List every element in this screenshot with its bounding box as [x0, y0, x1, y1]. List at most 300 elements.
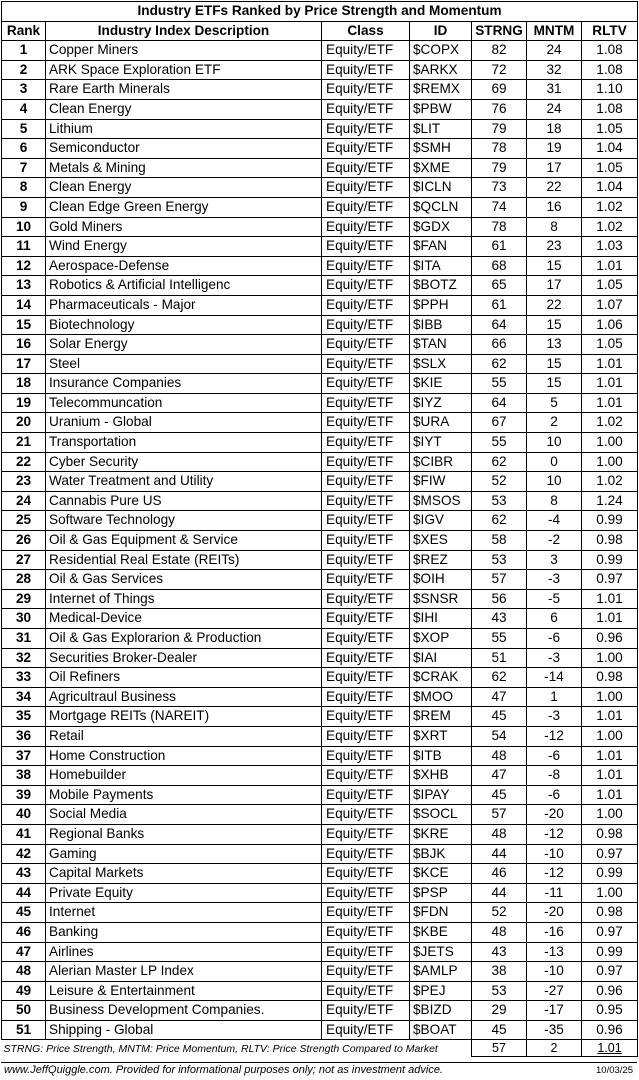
- cell-mntm: -11: [527, 883, 582, 903]
- cell-class: Equity/ETF: [322, 433, 410, 453]
- cell-rltv: 1.07: [582, 295, 638, 315]
- cell-rltv: 1.00: [582, 687, 638, 707]
- cell-rltv: 0.99: [582, 550, 638, 570]
- cell-description: Home Construction: [46, 746, 322, 766]
- cell-class: Equity/ETF: [322, 942, 410, 962]
- cell-rltv: 1.10: [582, 80, 638, 100]
- cell-id: $FIW: [410, 472, 472, 492]
- cell-rank: 11: [2, 237, 46, 257]
- cell-strng: 47: [472, 687, 527, 707]
- cell-mntm: -12: [527, 824, 582, 844]
- cell-class: Equity/ETF: [322, 550, 410, 570]
- cell-rank: 45: [2, 903, 46, 923]
- cell-rltv: 0.98: [582, 668, 638, 688]
- cell-class: Equity/ETF: [322, 237, 410, 257]
- cell-description: Software Technology: [46, 511, 322, 531]
- table-row: [2, 413, 638, 433]
- average-strng: 57: [472, 1040, 527, 1057]
- cell-mntm: 17: [527, 158, 582, 178]
- table-row: [2, 550, 638, 570]
- cell-id: $AMLP: [410, 962, 472, 982]
- cell-rltv: 1.04: [582, 139, 638, 159]
- cell-id: $XOP: [410, 629, 472, 649]
- cell-rank: 19: [2, 393, 46, 413]
- cell-rltv: 1.00: [582, 452, 638, 472]
- cell-mntm: -10: [527, 962, 582, 982]
- cell-mntm: 18: [527, 119, 582, 139]
- cell-class: Equity/ETF: [322, 903, 410, 923]
- cell-mntm: 22: [527, 295, 582, 315]
- cell-strng: 52: [472, 472, 527, 492]
- cell-strng: 62: [472, 668, 527, 688]
- cell-id: $ICLN: [410, 178, 472, 198]
- cell-strng: 45: [472, 785, 527, 805]
- cell-description: Cannabis Pure US: [46, 491, 322, 511]
- cell-rltv: 1.08: [582, 41, 638, 61]
- cell-strng: 62: [472, 511, 527, 531]
- cell-class: Equity/ETF: [322, 99, 410, 119]
- cell-rltv: 0.99: [582, 942, 638, 962]
- cell-rltv: 0.97: [582, 962, 638, 982]
- cell-description: Homebuilder: [46, 766, 322, 786]
- cell-mntm: -12: [527, 864, 582, 884]
- cell-strng: 64: [472, 393, 527, 413]
- table-row: [2, 864, 638, 884]
- average-rltv: 1.01: [582, 1040, 638, 1057]
- cell-rltv: 0.96: [582, 981, 638, 1001]
- cell-strng: 47: [472, 766, 527, 786]
- table-row: [2, 374, 638, 394]
- cell-rank: 8: [2, 178, 46, 198]
- table-row: [2, 178, 638, 198]
- cell-rank: 43: [2, 864, 46, 884]
- cell-id: $SNSR: [410, 589, 472, 609]
- cell-description: Robotics & Artificial Intelligenc: [46, 276, 322, 296]
- cell-rltv: 0.96: [582, 629, 638, 649]
- cell-id: $FDN: [410, 903, 472, 923]
- cell-id: $IYT: [410, 433, 472, 453]
- cell-rank: 4: [2, 99, 46, 119]
- cell-rank: 33: [2, 668, 46, 688]
- cell-strng: 55: [472, 374, 527, 394]
- cell-mntm: -20: [527, 903, 582, 923]
- cell-rank: 5: [2, 119, 46, 139]
- table-row: [2, 805, 638, 825]
- cell-rltv: 1.00: [582, 805, 638, 825]
- cell-strng: 29: [472, 1001, 527, 1021]
- cell-id: $KCE: [410, 864, 472, 884]
- cell-description: Gaming: [46, 844, 322, 864]
- cell-rltv: 1.01: [582, 609, 638, 629]
- cell-rank: 36: [2, 726, 46, 746]
- table-row: [2, 99, 638, 119]
- cell-class: Equity/ETF: [322, 844, 410, 864]
- cell-description: Agricultraul Business: [46, 687, 322, 707]
- cell-rltv: 0.97: [582, 570, 638, 590]
- cell-class: Equity/ETF: [322, 883, 410, 903]
- cell-mntm: -3: [527, 648, 582, 668]
- cell-description: Semiconductor: [46, 139, 322, 159]
- cell-class: Equity/ETF: [322, 217, 410, 237]
- cell-description: Clean Edge Green Energy: [46, 197, 322, 217]
- cell-strng: 78: [472, 139, 527, 159]
- cell-description: Water Treatment and Utility: [46, 472, 322, 492]
- table-row: [2, 1001, 638, 1021]
- cell-class: Equity/ETF: [322, 805, 410, 825]
- cell-rltv: 1.05: [582, 276, 638, 296]
- cell-mntm: -2: [527, 531, 582, 551]
- cell-class: Equity/ETF: [322, 687, 410, 707]
- table-row: [2, 609, 638, 629]
- cell-id: $PSP: [410, 883, 472, 903]
- cell-id: $XHB: [410, 766, 472, 786]
- cell-strng: 54: [472, 726, 527, 746]
- cell-rank: 30: [2, 609, 46, 629]
- cell-strng: 53: [472, 491, 527, 511]
- cell-description: Steel: [46, 354, 322, 374]
- cell-mntm: -6: [527, 629, 582, 649]
- cell-mntm: -6: [527, 746, 582, 766]
- cell-id: $QCLN: [410, 197, 472, 217]
- table-row: [2, 60, 638, 80]
- cell-strng: 62: [472, 354, 527, 374]
- cell-strng: 48: [472, 824, 527, 844]
- cell-strng: 65: [472, 276, 527, 296]
- cell-mntm: -5: [527, 589, 582, 609]
- table-row: [2, 883, 638, 903]
- cell-class: Equity/ETF: [322, 295, 410, 315]
- cell-class: Equity/ETF: [322, 393, 410, 413]
- cell-rank: 48: [2, 962, 46, 982]
- cell-mntm: 10: [527, 472, 582, 492]
- cell-id: $IGV: [410, 511, 472, 531]
- cell-description: Clean Energy: [46, 99, 322, 119]
- table-row: [2, 158, 638, 178]
- cell-strng: 45: [472, 1020, 527, 1040]
- cell-mntm: -8: [527, 766, 582, 786]
- average-mntm: 2: [527, 1040, 582, 1057]
- table-row: [2, 80, 638, 100]
- cell-strng: 66: [472, 335, 527, 355]
- cell-description: Securities Broker-Dealer: [46, 648, 322, 668]
- cell-rltv: 1.05: [582, 119, 638, 139]
- cell-rank: 49: [2, 981, 46, 1001]
- header-class: Class: [322, 21, 410, 41]
- cell-id: $ARKX: [410, 60, 472, 80]
- cell-description: Biotechnology: [46, 315, 322, 335]
- etf-ranking-sheet: [1, 1, 637, 1057]
- cell-rank: 42: [2, 844, 46, 864]
- cell-rltv: 0.96: [582, 1020, 638, 1040]
- cell-strng: 72: [472, 60, 527, 80]
- etf-ranking-table: [1, 1, 638, 1057]
- cell-description: Internet: [46, 903, 322, 923]
- legend-row: [2, 1040, 638, 1057]
- header-id: ID: [410, 21, 472, 41]
- cell-description: Oil & Gas Explorarion & Production: [46, 629, 322, 649]
- cell-id: $XRT: [410, 726, 472, 746]
- cell-id: $KBE: [410, 922, 472, 942]
- cell-rank: 12: [2, 256, 46, 276]
- cell-class: Equity/ETF: [322, 374, 410, 394]
- cell-description: Medical-Device: [46, 609, 322, 629]
- cell-description: Lithium: [46, 119, 322, 139]
- cell-rltv: 1.01: [582, 256, 638, 276]
- cell-rank: 38: [2, 766, 46, 786]
- cell-id: $TAN: [410, 335, 472, 355]
- cell-rltv: 1.01: [582, 589, 638, 609]
- cell-strng: 55: [472, 433, 527, 453]
- cell-id: $IAI: [410, 648, 472, 668]
- cell-rank: 21: [2, 433, 46, 453]
- cell-mntm: 0: [527, 452, 582, 472]
- cell-rltv: 0.98: [582, 531, 638, 551]
- cell-strng: 52: [472, 903, 527, 923]
- cell-description: Oil & Gas Services: [46, 570, 322, 590]
- cell-mntm: -17: [527, 1001, 582, 1021]
- table-row: [2, 119, 638, 139]
- cell-rltv: 1.02: [582, 197, 638, 217]
- header-description: Industry Index Description: [46, 21, 322, 41]
- cell-class: Equity/ETF: [322, 197, 410, 217]
- cell-description: Oil & Gas Equipment & Service: [46, 531, 322, 551]
- cell-class: Equity/ETF: [322, 80, 410, 100]
- cell-mntm: -14: [527, 668, 582, 688]
- cell-description: Clean Energy: [46, 178, 322, 198]
- cell-description: Banking: [46, 922, 322, 942]
- cell-rltv: 0.99: [582, 511, 638, 531]
- cell-mntm: 22: [527, 178, 582, 198]
- cell-rank: 35: [2, 707, 46, 727]
- cell-class: Equity/ETF: [322, 491, 410, 511]
- cell-class: Equity/ETF: [322, 766, 410, 786]
- cell-class: Equity/ETF: [322, 1001, 410, 1021]
- table-row: [2, 844, 638, 864]
- cell-rank: 25: [2, 511, 46, 531]
- cell-rank: 47: [2, 942, 46, 962]
- cell-rank: 24: [2, 491, 46, 511]
- cell-mntm: 8: [527, 217, 582, 237]
- cell-strng: 57: [472, 570, 527, 590]
- cell-description: Regional Banks: [46, 824, 322, 844]
- cell-rank: 32: [2, 648, 46, 668]
- cell-rltv: 1.24: [582, 491, 638, 511]
- cell-id: $URA: [410, 413, 472, 433]
- cell-class: Equity/ETF: [322, 276, 410, 296]
- cell-rank: 51: [2, 1020, 46, 1040]
- table-row: [2, 726, 638, 746]
- cell-mntm: 10: [527, 433, 582, 453]
- cell-mntm: 6: [527, 609, 582, 629]
- table-row: [2, 393, 638, 413]
- cell-rank: 41: [2, 824, 46, 844]
- cell-mntm: 8: [527, 491, 582, 511]
- cell-rank: 23: [2, 472, 46, 492]
- cell-strng: 78: [472, 217, 527, 237]
- cell-rltv: 0.99: [582, 864, 638, 884]
- cell-mntm: 24: [527, 41, 582, 61]
- cell-rltv: 0.98: [582, 903, 638, 923]
- cell-rltv: 1.01: [582, 393, 638, 413]
- header-mntm: MNTM: [527, 21, 582, 41]
- cell-strng: 45: [472, 707, 527, 727]
- cell-class: Equity/ETF: [322, 726, 410, 746]
- cell-mntm: -16: [527, 922, 582, 942]
- cell-class: Equity/ETF: [322, 922, 410, 942]
- cell-mntm: 24: [527, 99, 582, 119]
- cell-description: Cyber Security: [46, 452, 322, 472]
- cell-id: $REMX: [410, 80, 472, 100]
- cell-rank: 26: [2, 531, 46, 551]
- header-rltv: RLTV: [582, 21, 638, 41]
- table-row: [2, 570, 638, 590]
- cell-strng: 43: [472, 942, 527, 962]
- cell-mntm: 32: [527, 60, 582, 80]
- cell-id: $PEJ: [410, 981, 472, 1001]
- cell-rltv: 1.06: [582, 315, 638, 335]
- cell-class: Equity/ETF: [322, 589, 410, 609]
- cell-strng: 44: [472, 883, 527, 903]
- footer: [1, 1062, 637, 1079]
- cell-class: Equity/ETF: [322, 981, 410, 1001]
- cell-rank: 34: [2, 687, 46, 707]
- table-row: [2, 629, 638, 649]
- table-row: [2, 452, 638, 472]
- cell-strng: 79: [472, 158, 527, 178]
- cell-class: Equity/ETF: [322, 256, 410, 276]
- cell-class: Equity/ETF: [322, 648, 410, 668]
- cell-class: Equity/ETF: [322, 785, 410, 805]
- cell-rltv: 1.02: [582, 413, 638, 433]
- cell-rank: 13: [2, 276, 46, 296]
- cell-rank: 16: [2, 335, 46, 355]
- cell-id: $KIE: [410, 374, 472, 394]
- cell-id: $BIZD: [410, 1001, 472, 1021]
- cell-class: Equity/ETF: [322, 178, 410, 198]
- cell-id: $MSOS: [410, 491, 472, 511]
- footer-site-disclaimer: www.JeffQuiggle.com. Provided for informational purposes only; not as investment advice.: [4, 1064, 443, 1076]
- cell-description: Pharmaceuticals - Major: [46, 295, 322, 315]
- cell-strng: 79: [472, 119, 527, 139]
- cell-rltv: 1.00: [582, 433, 638, 453]
- cell-strng: 73: [472, 178, 527, 198]
- cell-id: $BJK: [410, 844, 472, 864]
- legend-text: STRNG: Price Strength, MNTM: Price Momentum, RLTV: Price Strength Compared to Market: [3, 1042, 438, 1055]
- cell-rank: 3: [2, 80, 46, 100]
- cell-id: $REM: [410, 707, 472, 727]
- cell-description: ARK Space Exploration ETF: [46, 60, 322, 80]
- cell-mntm: -27: [527, 981, 582, 1001]
- cell-strng: 48: [472, 922, 527, 942]
- table-row: [2, 1020, 638, 1040]
- table-row: [2, 139, 638, 159]
- cell-rltv: 0.98: [582, 824, 638, 844]
- cell-id: $FAN: [410, 237, 472, 257]
- cell-rltv: 1.01: [582, 707, 638, 727]
- cell-class: Equity/ETF: [322, 60, 410, 80]
- cell-id: $PPH: [410, 295, 472, 315]
- cell-rank: 39: [2, 785, 46, 805]
- cell-rank: 29: [2, 589, 46, 609]
- cell-rltv: 1.08: [582, 60, 638, 80]
- cell-mntm: 15: [527, 256, 582, 276]
- table-row: [2, 237, 638, 257]
- cell-description: Aerospace-Defense: [46, 256, 322, 276]
- cell-rank: 22: [2, 452, 46, 472]
- cell-mntm: 31: [527, 80, 582, 100]
- cell-mntm: 3: [527, 550, 582, 570]
- cell-strng: 58: [472, 531, 527, 551]
- column-header-row: [2, 21, 638, 41]
- cell-class: Equity/ETF: [322, 864, 410, 884]
- cell-rank: 2: [2, 60, 46, 80]
- cell-mntm: 2: [527, 413, 582, 433]
- cell-strng: 82: [472, 41, 527, 61]
- table-row: [2, 824, 638, 844]
- cell-rank: 18: [2, 374, 46, 394]
- cell-class: Equity/ETF: [322, 139, 410, 159]
- cell-id: $MOO: [410, 687, 472, 707]
- cell-id: $BOAT: [410, 1020, 472, 1040]
- header-rank: Rank: [2, 21, 46, 41]
- cell-mntm: -3: [527, 570, 582, 590]
- cell-mntm: 13: [527, 335, 582, 355]
- cell-id: $CIBR: [410, 452, 472, 472]
- table-row: [2, 687, 638, 707]
- table-row: [2, 785, 638, 805]
- cell-mntm: 15: [527, 315, 582, 335]
- cell-id: $BOTZ: [410, 276, 472, 296]
- cell-description: Mobile Payments: [46, 785, 322, 805]
- cell-rltv: 1.00: [582, 648, 638, 668]
- cell-class: Equity/ETF: [322, 315, 410, 335]
- cell-rank: 1: [2, 41, 46, 61]
- cell-mntm: -20: [527, 805, 582, 825]
- table-row: [2, 962, 638, 982]
- table-row: [2, 276, 638, 296]
- cell-description: Insurance Companies: [46, 374, 322, 394]
- table-row: [2, 922, 638, 942]
- table-row: [2, 531, 638, 551]
- cell-class: Equity/ETF: [322, 1020, 410, 1040]
- cell-class: Equity/ETF: [322, 746, 410, 766]
- table-row: [2, 295, 638, 315]
- cell-strng: 74: [472, 197, 527, 217]
- cell-id: $COPX: [410, 41, 472, 61]
- cell-strng: 67: [472, 413, 527, 433]
- cell-class: Equity/ETF: [322, 629, 410, 649]
- cell-strng: 61: [472, 295, 527, 315]
- cell-class: Equity/ETF: [322, 531, 410, 551]
- footer-date: 10/03/25: [596, 1065, 633, 1076]
- cell-strng: 44: [472, 844, 527, 864]
- cell-rltv: 1.01: [582, 354, 638, 374]
- table-row: [2, 942, 638, 962]
- table-body: [2, 41, 638, 1040]
- cell-mntm: 16: [527, 197, 582, 217]
- cell-strng: 53: [472, 550, 527, 570]
- cell-id: $PBW: [410, 99, 472, 119]
- cell-class: Equity/ETF: [322, 570, 410, 590]
- cell-rltv: 0.97: [582, 844, 638, 864]
- cell-rank: 40: [2, 805, 46, 825]
- cell-id: $XES: [410, 531, 472, 551]
- cell-strng: 68: [472, 256, 527, 276]
- cell-rank: 44: [2, 883, 46, 903]
- cell-mntm: -12: [527, 726, 582, 746]
- cell-rltv: 0.95: [582, 1001, 638, 1021]
- cell-class: Equity/ETF: [322, 707, 410, 727]
